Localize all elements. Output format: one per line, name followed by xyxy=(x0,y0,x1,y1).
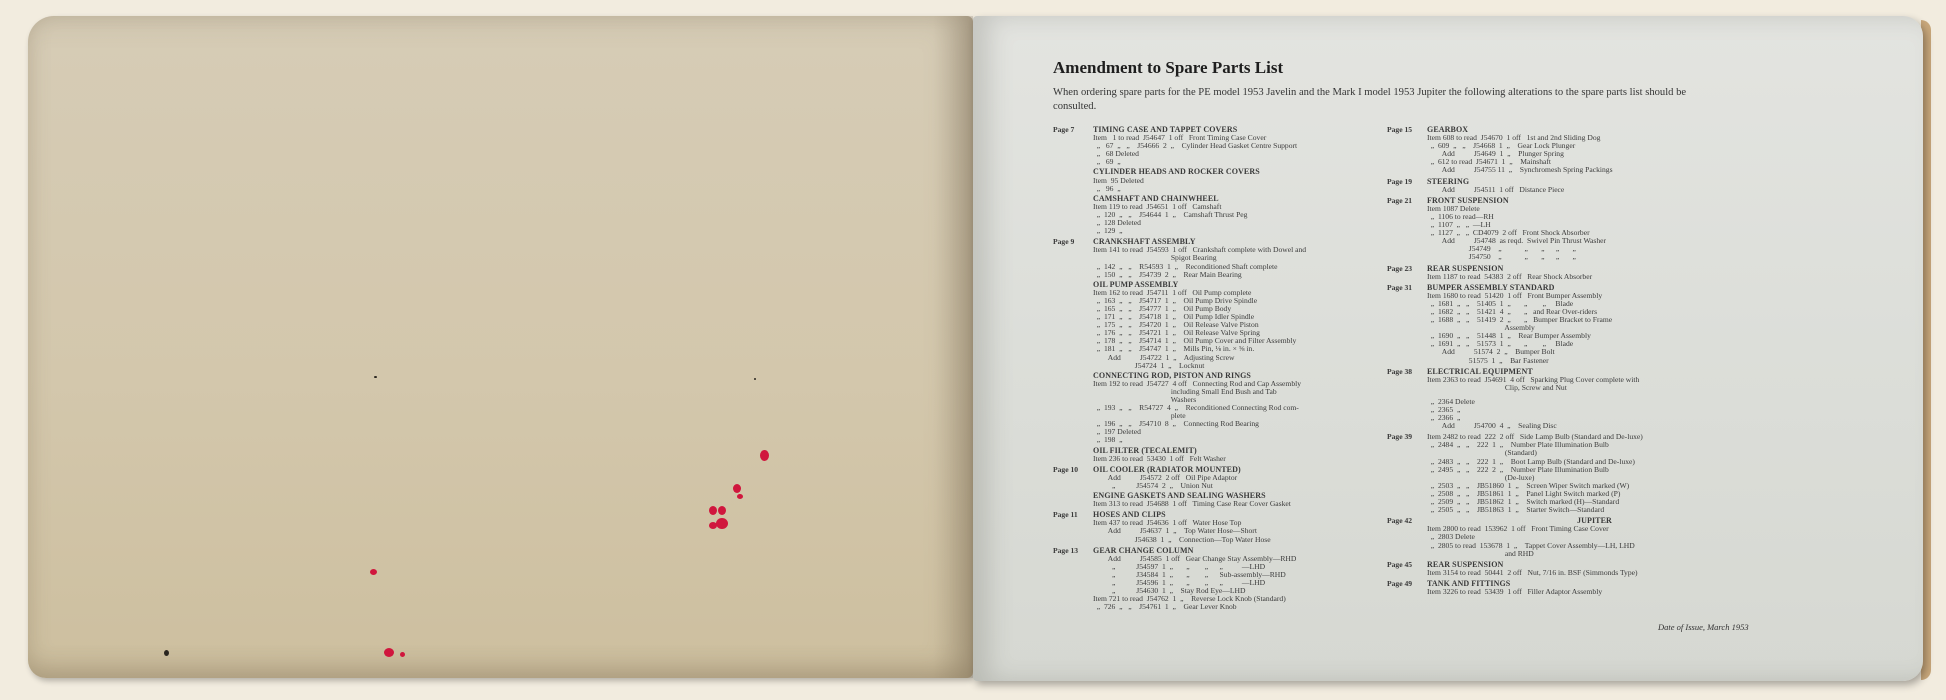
part-line: „ 197 Deleted xyxy=(1093,427,1141,437)
part-line: „ 1107 „ „ —LH xyxy=(1427,220,1491,230)
part-line: Item 608 to read J54670 1 off 1st and 2nd Sliding Dog xyxy=(1427,133,1601,143)
part-line: Add J54755 11 „ Synchromesh Spring Packings xyxy=(1427,165,1613,175)
red-stain xyxy=(716,518,728,529)
part-line: J54749 „ „ „ „ „ xyxy=(1427,244,1576,254)
part-line: Item 236 to read 53430 1 off Felt Washer xyxy=(1093,453,1226,463)
part-line: „ 2508 „ „ JB51861 1 „ Panel Light Switch marked (P) xyxy=(1427,488,1621,498)
page-section xyxy=(1387,178,1717,194)
part-line: „ 171 „ „ J54718 1 „ Oil Pump Idler Spindle xyxy=(1093,312,1255,322)
part-line: Item 313 to read J54688 1 off Timing Case Rear Cover Gasket xyxy=(1093,499,1291,509)
part-line: Washers xyxy=(1093,395,1197,404)
part-line: Item 119 to read J54651 1 off Camshaft xyxy=(1093,201,1222,211)
part-line: „ 181 „ „ J54747 1 „ Mills Pin, ⅛ in. × ⅝ in. xyxy=(1093,344,1255,354)
part-line: „ 1681 „ „ 51405 1 „ „ „ Blade xyxy=(1427,298,1574,308)
part-line: „ 2495 „ „ 222 2 „ Number Plate Illumination Bulb xyxy=(1427,464,1609,474)
parts-group xyxy=(1427,580,1717,596)
page-reference: Page 15 xyxy=(1387,125,1413,134)
parts-group xyxy=(1093,281,1373,370)
part-line: Item 162 to read J54711 1 off Oil Pump complete xyxy=(1093,287,1252,297)
part-line: „ J54630 1 „ Stay Rod Eye—LHD xyxy=(1093,586,1246,596)
part-line: „ 1691 „ „ 51573 1 „ „ „ Blade xyxy=(1427,339,1574,349)
page-section xyxy=(1387,368,1717,431)
part-line: Add J54585 1 off Gear Change Stay Assembly—RHD xyxy=(1093,553,1297,563)
page-section xyxy=(1053,511,1373,543)
group-heading: REAR SUSPENSION xyxy=(1427,263,1504,273)
part-line: „ 120 „ „ J54644 1 „ Camshaft Thrust Peg xyxy=(1093,209,1248,219)
group-heading: TANK AND FITTINGS xyxy=(1427,578,1511,588)
part-line: „ 150 „ „ J54739 2 „ Rear Main Bearing xyxy=(1093,269,1242,279)
part-line: „ 178 „ „ J54714 1 „ Oil Pump Cover and Filter Assembly xyxy=(1093,336,1297,346)
part-line: Assembly xyxy=(1427,323,1535,333)
group-heading: CAMSHAFT AND CHAINWHEEL xyxy=(1093,193,1219,203)
page-title: Amendment to Spare Parts List xyxy=(1053,58,1284,77)
parts-group xyxy=(1093,372,1373,445)
page-reference: Page 45 xyxy=(1387,559,1413,569)
parts-group xyxy=(1093,466,1373,490)
parts-group xyxy=(1427,178,1717,194)
page-section xyxy=(1387,580,1717,596)
page-reference: Page 9 xyxy=(1053,237,1075,247)
red-stain xyxy=(718,506,726,515)
part-line: „ 176 „ „ J54721 1 „ Oil Release Valve Spring xyxy=(1093,328,1260,338)
part-line: „ 726 „ „ J54761 1 „ Gear Lever Knob xyxy=(1093,602,1237,612)
part-line: Add J54511 1 off Distance Piece xyxy=(1427,184,1565,194)
part-line: „ 2805 to read 153678 1 „ Tappet Cover Assembly—LH, LHD xyxy=(1427,540,1635,550)
part-line: Item 2363 to read J54691 4 off Sparking Plug Cover complete with xyxy=(1427,374,1640,384)
group-heading: REAR SUSPENSION xyxy=(1427,559,1504,569)
page-reference: Page 39 xyxy=(1387,432,1413,442)
page-reference: Page 31 xyxy=(1387,282,1413,292)
parts-group xyxy=(1427,368,1717,431)
part-line: Add J54637 1 „ Top Water Hose—Short xyxy=(1093,526,1257,536)
part-line: „ 2483 „ „ 222 1 „ Boot Lamp Bulb (Standard and De-luxe) xyxy=(1427,456,1635,466)
amendment-content xyxy=(1053,58,1713,612)
page-section xyxy=(1053,238,1373,463)
part-line: Item 141 to read J54593 1 off Crankshaft complete with Dowel and xyxy=(1093,245,1307,255)
part-line: including Small End Bush and Tab xyxy=(1093,386,1277,396)
part-line: „ J54596 1 „ „ „ „ —LHD xyxy=(1093,577,1266,587)
page-section xyxy=(1387,517,1717,557)
part-line: „ 609 „ „ J54668 1 „ Gear Lock Plunger xyxy=(1427,141,1576,151)
part-line: Item 1187 to read 54383 2 off Rear Shock Absorber xyxy=(1427,271,1593,281)
part-line: „ 1682 „ „ 51421 4 „ „ and Rear Over-riders xyxy=(1427,306,1598,316)
part-line: Item 2800 to read 153962 1 off Front Timing Case Cover xyxy=(1427,524,1609,534)
part-line: Item 3154 to read 50441 2 off Nut, 7/16 in. BSF (Simmonds Type) xyxy=(1427,567,1638,577)
part-line: „ 198 „ xyxy=(1093,435,1123,445)
page-section xyxy=(1387,561,1717,577)
part-line: Item 95 Deleted xyxy=(1093,175,1144,185)
parts-group xyxy=(1427,126,1717,175)
part-line: plete xyxy=(1093,411,1186,421)
page-reference: Page 42 xyxy=(1387,516,1413,526)
red-stain xyxy=(400,652,405,657)
part-line: „ 1106 to read—RH xyxy=(1427,211,1494,221)
group-heading: BUMPER ASSEMBLY STANDARD xyxy=(1427,282,1555,292)
part-line: „ 2803 Delete xyxy=(1427,532,1475,542)
red-stain xyxy=(384,648,394,657)
part-line: J54638 1 „ Connection—Top Water Hose xyxy=(1093,534,1271,544)
parts-column-right xyxy=(1387,124,1717,599)
page-section xyxy=(1387,433,1717,514)
red-stain xyxy=(709,522,717,529)
page-reference: Page 7 xyxy=(1053,125,1075,134)
part-line: Add J54572 2 off Oil Pipe Adaptor xyxy=(1093,472,1238,482)
parts-group xyxy=(1093,492,1373,508)
part-line: Add J54722 1 „ Adjusting Screw xyxy=(1093,352,1235,362)
part-line: Item 1087 Delete xyxy=(1427,203,1480,213)
group-heading: ENGINE GASKETS AND SEALING WASHERS xyxy=(1093,491,1266,501)
part-line: Item 1680 to read 51420 1 off Front Bumper Assembly xyxy=(1427,290,1603,300)
part-line: „ 2484 „ „ 222 1 „ Number Plate Illumination Bulb xyxy=(1427,440,1609,450)
group-heading: GEARBOX xyxy=(1427,125,1469,134)
page-reference: Page 19 xyxy=(1387,176,1413,186)
part-line: „ 67 „ „ J54666 2 „ Cylinder Head Gasket Centre Support xyxy=(1093,141,1298,151)
part-line: and RHD xyxy=(1427,548,1534,558)
group-heading: ELECTRICAL EQUIPMENT xyxy=(1427,366,1533,376)
group-heading: JUPITER xyxy=(1577,516,1612,526)
part-line: „ 2509 „ „ JB51862 1 „ Switch marked (H)—Standard xyxy=(1427,497,1620,507)
part-line: (De-luxe) xyxy=(1427,472,1535,482)
part-line: Item 192 to read J54727 4 off Connecting Rod and Cap Assembly xyxy=(1093,378,1302,388)
page-reference: Page 21 xyxy=(1387,195,1413,205)
intro-paragraph: When ordering spare parts for the PE model 1953 Javelin and the Mark I model 1953 Jupiter the following alterations to the spare parts list should be consulted. xyxy=(1053,87,1687,112)
part-line: „ 69 „ xyxy=(1093,157,1121,167)
red-stain xyxy=(733,484,741,493)
group-heading: HOSES AND CLIPS xyxy=(1093,510,1166,520)
part-line: J54724 1 „ Locknut xyxy=(1093,360,1205,370)
group-heading: STEERING xyxy=(1427,176,1470,186)
part-line: „ 196 „ „ J54710 8 „ Connecting Rod Bearing xyxy=(1093,419,1259,429)
part-line: Add 51574 2 „ Bumper Bolt xyxy=(1427,347,1555,357)
page-section xyxy=(1387,126,1717,175)
group-heading: OIL PUMP ASSEMBLY xyxy=(1093,279,1179,289)
part-line: „ 1690 „ „ 51448 1 „ Rear Bumper Assembly xyxy=(1427,331,1591,341)
part-line: Item 1 to read J54647 1 off Front Timing Case Cover xyxy=(1093,133,1267,143)
part-line: Clip, Screw and Nut xyxy=(1427,382,1567,392)
group-heading: CRANKSHAFT ASSEMBLY xyxy=(1093,237,1196,247)
parts-group xyxy=(1093,238,1373,278)
red-stain xyxy=(370,569,377,575)
part-line: „ 129 „ xyxy=(1093,226,1123,236)
page-section xyxy=(1387,265,1717,281)
part-line: Add J54700 4 „ Sealing Disc xyxy=(1427,421,1557,431)
parts-group xyxy=(1427,284,1717,365)
part-line: (Standard) xyxy=(1427,448,1537,458)
part-line: Item 2482 to read 222 2 off Side Lamp Bulb (Standard and De-luxe) xyxy=(1427,432,1643,442)
group-heading: GEAR CHANGE COLUMN xyxy=(1093,545,1194,555)
part-line: Add J54649 1 „ Plunger Spring xyxy=(1427,149,1564,159)
parts-column-left xyxy=(1053,124,1373,614)
parts-group xyxy=(1093,511,1373,543)
group-heading: OIL COOLER (RADIATOR MOUNTED) xyxy=(1093,464,1241,474)
part-line: „ 128 Deleted xyxy=(1093,218,1141,228)
part-line: „ 2364 Delete xyxy=(1427,396,1475,406)
part-line: „ 1127 „ „ CD4079 2 off Front Shock Absorber xyxy=(1427,228,1590,238)
part-line: „ 165 „ „ J54777 1 „ Oil Pump Body xyxy=(1093,303,1232,313)
part-line: „ 2365 „ xyxy=(1427,405,1461,414)
parts-group xyxy=(1427,517,1717,557)
part-line: „ 163 „ „ J54717 1 „ Oil Pump Drive Spindle xyxy=(1093,295,1258,305)
parts-group xyxy=(1427,433,1717,514)
part-line: Add J54748 as reqd. Swivel Pin Thrust Washer xyxy=(1427,236,1607,246)
page-reference: Page 10 xyxy=(1053,464,1079,474)
parts-group xyxy=(1427,265,1717,281)
red-stain xyxy=(709,506,717,515)
parts-group xyxy=(1427,197,1717,262)
part-line: „ 2366 „ xyxy=(1427,413,1461,423)
part-line: Item 437 to read J54636 1 off Water Hose Top xyxy=(1093,518,1242,528)
part-line: „ 68 Deleted xyxy=(1093,149,1139,159)
part-line: „ 175 „ „ J54720 1 „ Oil Release Valve Piston xyxy=(1093,320,1259,330)
dark-speck xyxy=(164,650,169,656)
red-stain xyxy=(760,450,769,461)
parts-group xyxy=(1093,195,1373,235)
part-line: „ 612 to read J54671 1 „ Mainshaft xyxy=(1427,157,1552,167)
page-section xyxy=(1387,197,1717,262)
page-reference: Page 49 xyxy=(1387,578,1413,588)
page-reference: Page 38 xyxy=(1387,366,1413,376)
group-heading: CONNECTING ROD, PISTON AND RINGS xyxy=(1093,370,1251,380)
part-line: „ 96 „ xyxy=(1093,183,1121,193)
part-line: „ 2505 „ „ JB51863 1 „ Starter Switch—Standard xyxy=(1427,505,1605,515)
group-heading: FRONT SUSPENSION xyxy=(1427,195,1509,205)
part-line: „ J54597 1 „ „ „ „ —LHD xyxy=(1093,561,1266,571)
page-reference: Page 11 xyxy=(1053,510,1078,520)
red-stain xyxy=(737,494,743,499)
part-line: Spigot Bearing xyxy=(1093,253,1217,263)
part-line: „ J34584 1 „ „ „ Sub-assembly—RHD xyxy=(1093,569,1286,579)
part-line: J54750 „ „ „ „ „ xyxy=(1427,252,1576,262)
page-reference: Page 13 xyxy=(1053,545,1079,555)
parts-group xyxy=(1093,447,1373,463)
page-section xyxy=(1387,284,1717,365)
part-line: 51575 1 „ Bar Fastener xyxy=(1427,355,1549,365)
group-heading: OIL FILTER (TECALEMIT) xyxy=(1093,445,1197,455)
group-heading: CYLINDER HEADS AND ROCKER COVERS xyxy=(1093,167,1260,177)
parts-group xyxy=(1427,561,1717,577)
parts-group xyxy=(1093,126,1373,166)
group-heading: TIMING CASE AND TAPPET COVERS xyxy=(1093,125,1238,134)
parts-group xyxy=(1093,547,1373,612)
date-of-issue: Date of Issue, March 1953 xyxy=(1658,622,1749,632)
part-line: Item 3226 to read 53439 1 off Filler Adaptor Assembly xyxy=(1427,586,1603,596)
page-reference: Page 23 xyxy=(1387,263,1413,273)
dark-speck xyxy=(374,376,377,378)
page-section xyxy=(1053,547,1373,612)
part-line: „ 142 „ „ R54593 1 „ Reconditioned Shaft complete xyxy=(1093,261,1278,271)
part-line: „ J54574 2 „ Union Nut xyxy=(1093,480,1213,490)
page-section xyxy=(1053,126,1373,235)
page-section xyxy=(1053,466,1373,508)
part-line: „ 2503 „ „ JB51860 1 „ Screen Wiper Switch marked (W) xyxy=(1427,480,1630,490)
part-line: „ 1688 „ „ 51419 2 „ „ Bumper Bracket to Frame xyxy=(1427,315,1613,325)
part-line: Item 721 to read J54762 1 „ Reverse Lock Knob (Standard) xyxy=(1093,594,1286,604)
part-line: „ 193 „ „ R54727 4 „ Reconditioned Connecting Rod com- xyxy=(1093,403,1299,413)
parts-group xyxy=(1093,168,1373,192)
left-blank-page xyxy=(28,16,973,678)
dark-speck xyxy=(754,378,756,380)
